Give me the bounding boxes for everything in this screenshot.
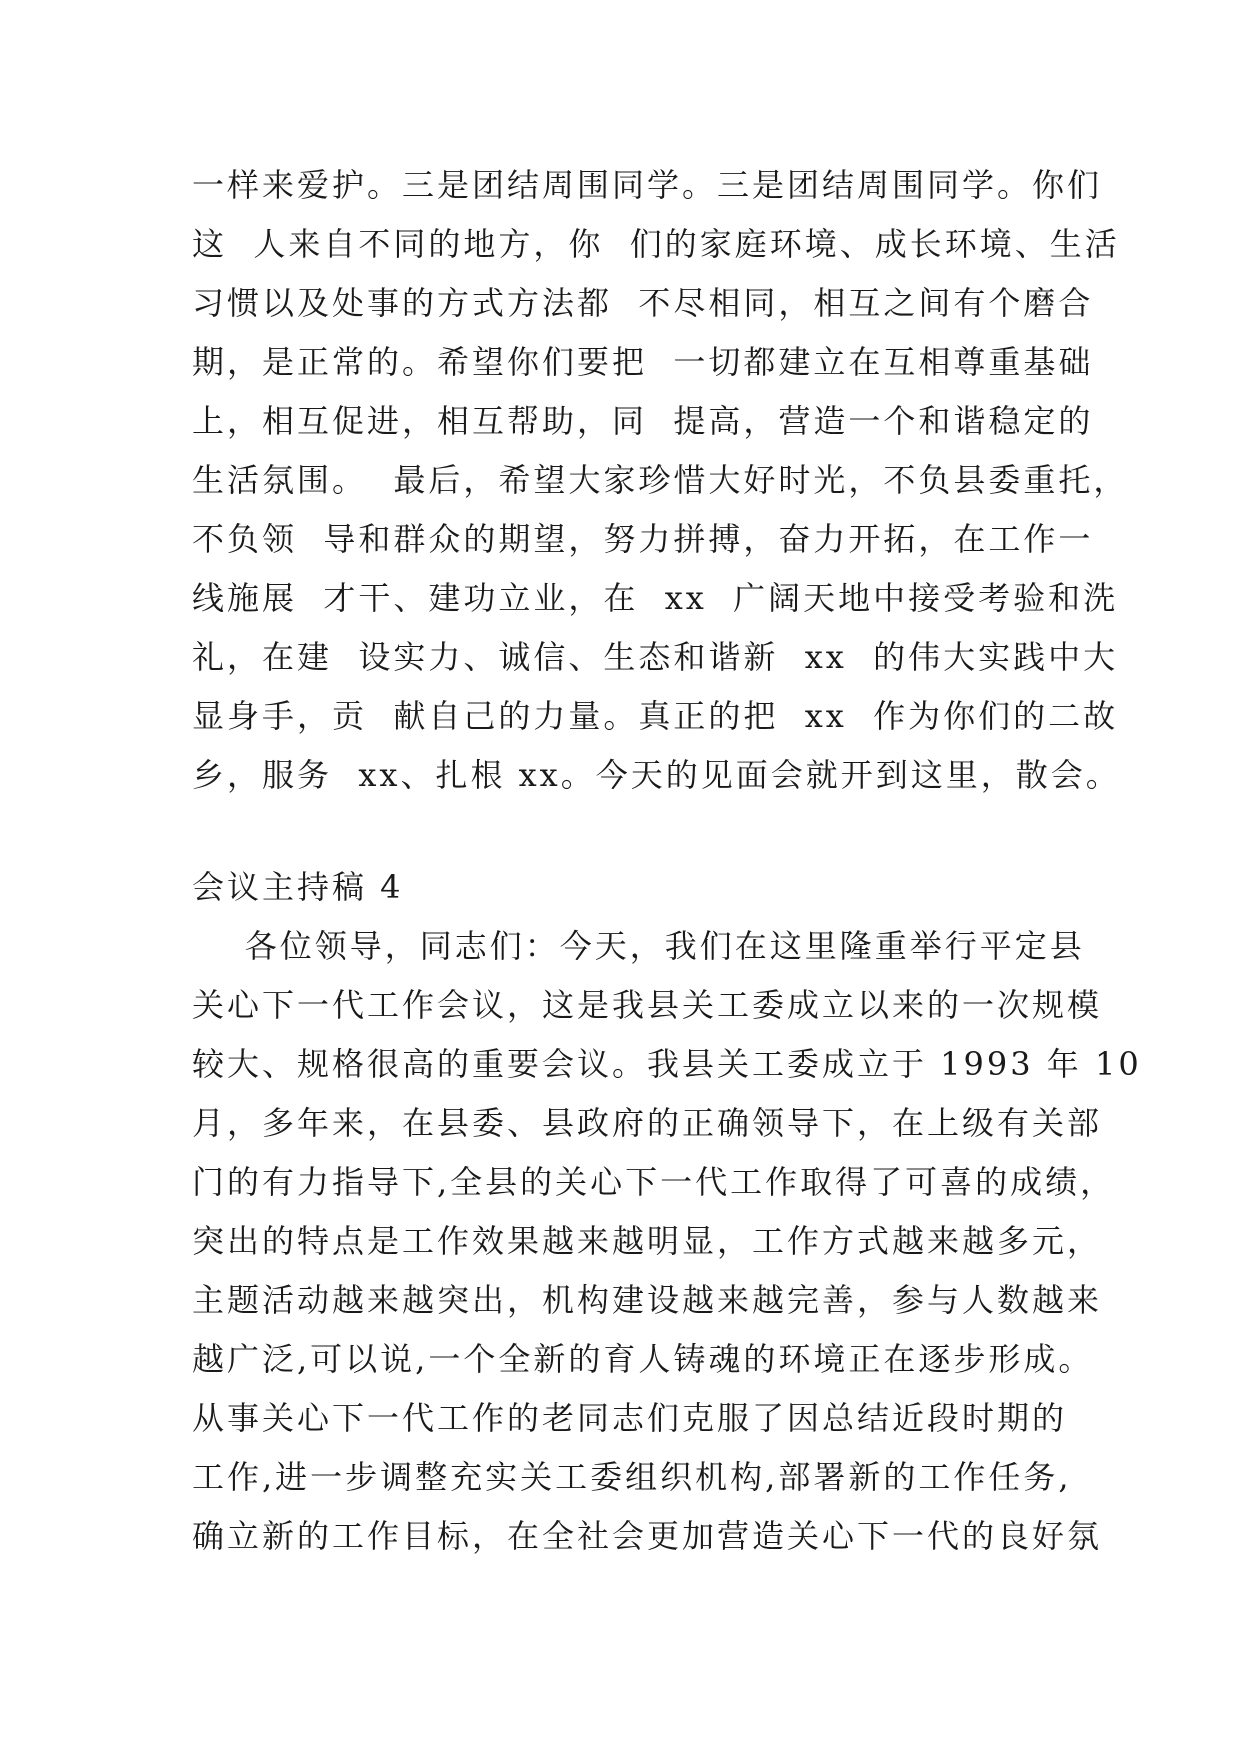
text-line: 从事关心下一代工作的老同志们克服了因总结近段时期的: [192, 1399, 1068, 1437]
section-heading: 会议主持稿 4: [192, 868, 404, 906]
text-line: 门的有力指导下,全县的关心下一代工作取得了可喜的成绩，: [192, 1163, 1116, 1201]
continued-paragraph: [192, 156, 1129, 805]
text-line: 较大、规格很高的重要会议。我县关工委成立于 1993 年 10: [192, 1045, 1142, 1083]
text-line: 一样来爱护。三是团结周围同学。三是团结周围同学。你们: [192, 166, 1103, 204]
text-line: 工作,进一步调整充实关工委组织机构,部署新的工作任务,: [192, 1458, 1072, 1496]
text-line: 越广泛,可以说,一个全新的育人铸魂的环境正在逐步形成。: [192, 1340, 1094, 1378]
text-line: 主题活动越来越突出，机构建设越来越完善，参与人数越来: [192, 1281, 1103, 1319]
text-line: 礼，在建 设实力、诚信、生态和谐新 xx 的伟大实践中大: [192, 638, 1119, 676]
text-line: 各位领导，同志们：今天，我们在这里隆重举行平定县: [192, 927, 1085, 965]
text-line: 上，相互促进，相互帮助，同 提高，营造一个和谐稳定的: [192, 402, 1094, 440]
text-line: 这 人来自不同的地方，你 们的家庭环境、成长环境、生活: [192, 225, 1120, 263]
text-line: 习惯以及处事的方式方法都 不尽相同，相互之间有个磨合: [192, 284, 1094, 322]
text-line: 期，是正常的。希望你们要把 一切都建立在互相尊重基础: [192, 343, 1094, 381]
text-line: 突出的特点是工作效果越来越明显，工作方式越来越多元，: [192, 1222, 1103, 1260]
text-line: 线施展 才干、建功立业，在 xx 广阔天地中接受考验和洗: [192, 579, 1119, 617]
section-meeting-script-4: [192, 858, 1142, 1566]
text-line: 关心下一代工作会议，这是我县关工委成立以来的一次规模: [192, 986, 1103, 1024]
text-line: 乡，服务 xx、扎根 xx。今天的见面会就开到这里，散会。: [192, 756, 1121, 794]
text-line: 确立新的工作目标，在全社会更加营造关心下一代的良好氛: [192, 1517, 1103, 1555]
text-line: 月，多年来，在县委、县政府的正确领导下，在上级有关部: [192, 1104, 1103, 1142]
text-line: 显身手，贡 献自己的力量。真正的把 xx 作为你们的二故: [192, 697, 1119, 735]
text-line: 生活氛围。 最后，希望大家珍惜大好时光，不负县委重托，: [192, 461, 1129, 499]
text-line: 不负领 导和群众的期望，努力拼搏，奋力开拓，在工作一: [192, 520, 1094, 558]
